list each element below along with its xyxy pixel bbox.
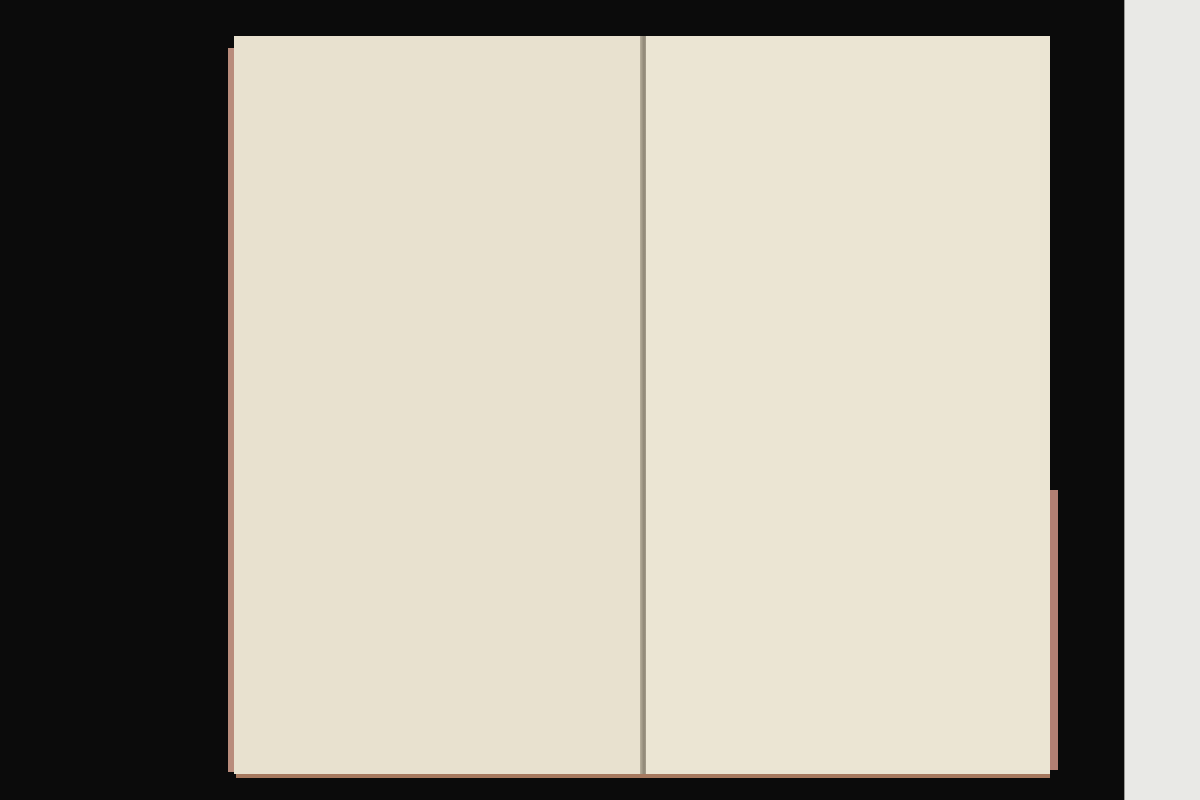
right-page [646,36,1050,774]
measurement-ruler [1124,0,1200,800]
left-page [234,36,642,774]
